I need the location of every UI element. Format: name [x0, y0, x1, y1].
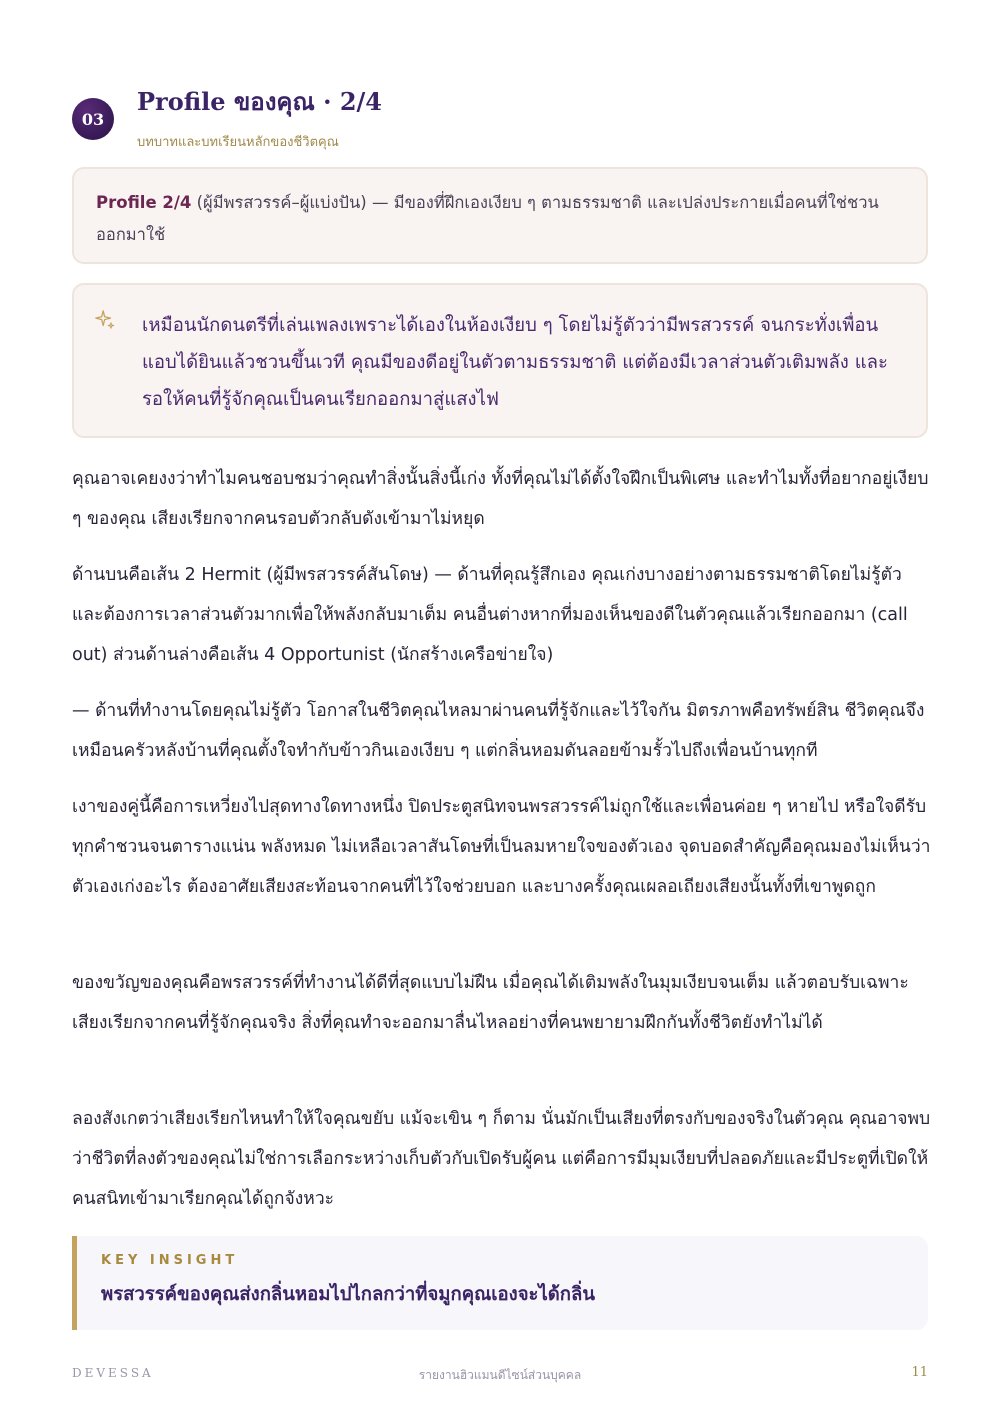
page-number: 11 — [911, 1365, 928, 1380]
key-insight-box — [72, 1236, 928, 1330]
paragraph: ลองสังเกตว่าเสียงเรียกไหนทำให้ใจคุณขยับ แม้จะเขิน ๆ ก็ตาม นั่นมักเป็นเสียงที่ตรงกับของจริงในตัวคุณ คุณอาจพบว่าชีวิตที่ลงตัวของคุณไม่ใช่การเลือกระหว่างเก็บตัวกับเปิดรับผู้คน แต่คือการมีมุมเงียบที่ปลอดภัยและมีประตูที่เปิดให้คนสนิทเข้ามาเรียกคุณได้ถูกจังหวะ — [72, 1109, 931, 1209]
paragraph: คุณอาจเคยงงว่าทำไมคนชอบชมว่าคุณทำสิ่งนั้นสิ่งนี้เก่ง ทั้งที่คุณไม่ได้ตั้งใจฝึกเป็นพิเศษ และทำไมทั้งที่อยากอยู่เงียบ ๆ ของคุณ เสียงเรียกจากคนรอบตัวกลับดังเข้ามาไม่หยุด — [72, 469, 929, 529]
metaphor-box — [72, 283, 928, 438]
profile-description: (ผู้มีพรสวรรค์–ผู้แบ่งปัน) — มีของที่ฝึกเองเงียบ ๆ ตามธรรมชาติ และเปล่งประกายเมื่อคนที่ใช่ชวนออกมาใช้ — [96, 193, 879, 244]
key-insight-label: KEY INSIGHT — [101, 1253, 239, 1268]
paragraph: ของขวัญของคุณคือพรสวรรค์ที่ทำงานได้ดีที่สุดแบบไม่ฝืน เมื่อคุณได้เติมพลังในมุมเงียบจนเต็ม แล้วตอบรับเฉพาะเสียงเรียกจากคนที่รู้จักคุณจริง สิ่งที่คุณทำจะออกมาลื่นไหลอย่างที่คนพยายามฝึกกันทั้งชีวิตยังทำไม่ได้ — [72, 973, 909, 1033]
paragraph: — ด้านที่ทำงานโดยคุณไม่รู้ตัว โอกาสในชีวิตคุณไหลมาผ่านคนที่รู้จักและไว้ใจกัน มิตรภาพคือทรัพย์สิน ชีวิตคุณจึงเหมือนครัวหลังบ้านที่คุณตั้งใจทำกับข้าวกินเองเงียบ ๆ แต่กลิ่นหอมดันลอยข้ามรั้วไปถึงเพื่อนบ้านทุกที — [72, 701, 925, 761]
paragraph: ด้านบนคือเส้น 2 Hermit (ผู้มีพรสวรรค์สันโดษ) — ด้านที่คุณรู้สึกเอง คุณเก่งบางอย่างตามธรรมชาติโดยไม่รู้ตัว และต้องการเวลาส่วนตัวมากเพื่อให้พลังกลับมาเต็ม คนอื่นต่างหากที่มองเห็นของดีในตัวคุณแล้วเรียกออกมา (call out) ส่วนด้านล่างคือเส้น 4 Opportunist (นักสร้างเครือข่ายใจ) — [72, 565, 908, 665]
paragraph: เงาของคู่นี้คือการเหวี่ยงไปสุดทางใดทางหนึ่ง ปิดประตูสนิทจนพรสวรรค์ไม่ถูกใช้และเพื่อนค่อย ๆ หายไป หรือใจดีรับทุกคำชวนจนตารางแน่น พลังหมด ไม่เหลือเวลาสันโดษที่เป็นลมหายใจของตัวเอง จุดบอดสำคัญคือคุณมองไม่เห็นว่าตัวเองเก่งอะไร ต้องอาศัยเสียงสะท้อนจากคนที่ไว้ใจช่วยบอก และบางครั้งคุณเผลอเถียงเสียงนั้นทั้งที่เขาพูดถูก — [72, 797, 931, 897]
section-number: 03 — [81, 109, 105, 129]
section-subtitle: บทบาทและบทเรียนหลักของชีวิตคุณ — [137, 135, 339, 150]
metaphor-text: เหมือนนักดนตรีที่เล่นเพลงเพราะได้เองในห้องเงียบ ๆ โดยไม่รู้ตัวว่ามีพรสวรรค์ จนกระทั่งเพื่อนแอบได้ยินแล้วชวนขึ้นเวที คุณมีของดีอยู่ในตัวตามธรรมชาติ แต่ต้องมีเวลาส่วนตัวเติมพลัง และรอให้คนที่รู้จักคุณเป็นคนเรียกออกมาสู่แสงไฟ — [142, 315, 888, 410]
profile-label: Profile 2/4 — [96, 193, 192, 212]
profile-summary-box — [72, 167, 928, 264]
section-number-badge — [72, 98, 114, 140]
key-insight-text: พรสวรรค์ของคุณส่งกลิ่นหอมไปไกลกว่าที่จมูกคุณเองจะได้กลิ่น — [101, 1284, 595, 1305]
sparkle-icon — [94, 309, 116, 331]
footer-brand: DEVESSA — [72, 1366, 154, 1380]
section-title: Profile ของคุณ · 2/4 — [137, 87, 382, 116]
footer-report-title: รายงานฮิวแมนดีไซน์ส่วนบุคคล — [418, 1368, 582, 1382]
